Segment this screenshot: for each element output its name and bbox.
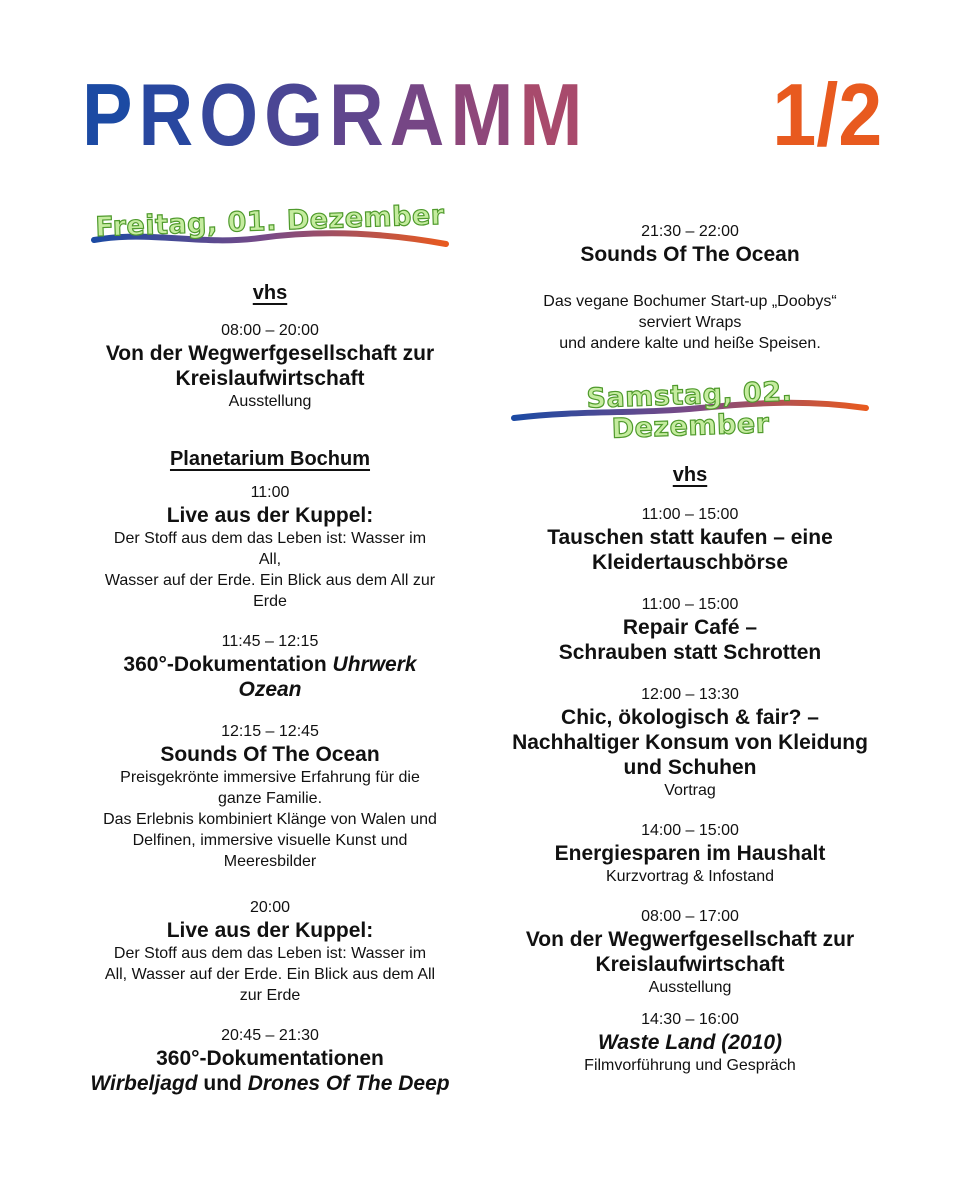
event-uhrwerk-ozean [70,632,470,702]
event-time: 12:15 – 12:45 [221,723,319,740]
event-live-kuppel-1100 [70,483,470,612]
event-description: Ausstellung [228,393,312,410]
title-letter: M [519,65,589,164]
day-banner-saturday [510,374,870,445]
day-banner-friday [90,200,450,262]
event-time: 11:45 – 12:15 [221,633,319,650]
event-description-line: Das Erlebnis kombiniert Klänge von Walen und [103,811,437,828]
event-description-line: zur Erde [239,987,301,1004]
venue-vhs-saturday: vhs [672,464,708,486]
event-saturday-exhibition [495,907,885,998]
event-time: 11:00 [250,484,290,501]
title-letter: M [450,65,520,164]
event-title-line: Repair Café – [622,616,758,639]
event-description-line: All, [258,551,282,568]
event-title-italic: Uhrwerk [332,653,417,676]
event-description: Vortrag [664,782,716,799]
event-title: Energiesparen im Haushalt [554,842,826,865]
event-time: 11:00 – 15:00 [641,596,739,613]
event-title-line: 360°-Dokumentationen [156,1047,384,1070]
day-label-saturday: Samstag, 02. Dezember [586,376,793,445]
event-description-line: Erde [253,593,287,610]
event-title-part: und [197,1072,248,1095]
event-title-line [70,652,470,677]
event-title: Live aus der Kuppel: [166,919,374,942]
program-title [82,65,589,164]
event-title-line: Nachhaltiger Konsum von Kleidung [512,731,868,754]
event-energiesparen [495,821,885,887]
event-description: Ausstellung [648,979,732,996]
event-time: 11:00 – 15:00 [641,506,739,523]
event-friday-exhibition [70,321,470,412]
event-time: 20:00 [249,899,291,916]
event-title-italic: Wirbeljagd [90,1072,198,1095]
venue-planetarium: Planetarium Bochum [169,448,371,470]
event-description-line: Meeresbilder [223,853,317,870]
event-time: 14:00 – 15:00 [641,822,739,839]
title-letter: G [264,65,329,164]
day-label-friday: Freitag, 01. Dezember [94,199,446,244]
event-sounds-ocean-1215 [70,722,470,872]
event-title: Sounds Of The Ocean [160,743,380,766]
note-line: und andere kalte und heiße Speisen. [559,335,821,352]
note-line: Das vegane Bochumer Start-up „Doobys“ [543,293,837,310]
event-time: 21:30 – 22:00 [641,223,739,240]
right-column [495,222,885,1096]
event-title: Live aus der Kuppel: [166,504,374,527]
event-kleidertausch [495,505,885,575]
event-title: Sounds Of The Ocean [580,243,800,266]
event-time: 20:45 – 21:30 [221,1027,319,1044]
event-time: 14:30 – 16:00 [641,1011,739,1028]
event-description-line: Der Stoff aus dem das Leben ist: Wasser im [113,530,427,547]
catering-note [495,291,885,354]
event-waste-land [495,1010,885,1076]
event-dokumentationen [70,1026,470,1096]
event-title-line: und Schuhen [623,756,757,779]
event-description-line: Delfinen, immersive visuelle Kunst und [132,832,408,849]
event-description: Filmvorführung und Gespräch [584,1057,796,1074]
event-time: 08:00 – 17:00 [641,908,739,925]
event-time: 12:00 – 13:30 [641,686,739,703]
event-description: Kurzvortrag & Infostand [605,868,775,885]
event-time: 08:00 – 20:00 [221,322,319,339]
event-live-kuppel-2000 [70,898,470,1006]
event-title-line: Von der Wegwerfgesellschaft zur [105,342,435,365]
event-description-line: All, Wasser auf der Erde. Ein Blick aus dem All [104,966,436,983]
event-title-line: Von der Wegwerfgesellschaft zur [525,928,855,951]
event-chic-oekologisch [495,685,885,801]
event-title-italic: Waste Land (2010) [597,1031,782,1054]
left-column [70,200,470,1116]
note-line: serviert Wraps [638,314,742,331]
event-title-italic: Drones Of The Deep [247,1072,450,1095]
event-description-line: Preisgekrönte immersive Erfahrung für die [120,769,420,786]
event-description-line: ganze Familie. [217,790,323,807]
event-title-line: Kreislaufwirtschaft [175,367,365,390]
event-title-line [70,1071,470,1096]
page-indicator: 1/2 [771,65,882,164]
venue-vhs-friday: vhs [252,282,288,304]
title-row [82,65,882,164]
title-letter: A [389,65,451,164]
event-title-line: Tauschen statt kaufen – eine [547,526,833,549]
event-repair-cafe [495,595,885,665]
title-letter: R [138,65,200,164]
event-title-italic: Ozean [238,678,302,701]
event-description-line: Wasser auf der Erde. Ein Blick aus dem All zur [104,572,436,589]
page-header [82,65,882,164]
event-description-line: Der Stoff aus dem das Leben ist: Wasser im [113,945,427,962]
event-title-line: Chic, ökologisch & fair? – [561,706,819,729]
event-sounds-ocean-2130 [495,222,885,267]
event-title-line: Kleidertauschbörse [591,551,789,574]
event-title-part: 360°-Dokumentation [123,653,333,676]
title-letter: P [82,65,139,164]
event-title-line: Schrauben statt Schrotten [558,641,822,664]
title-letter: O [199,65,265,164]
title-letter: R [328,65,390,164]
event-title-line: Kreislaufwirtschaft [595,953,785,976]
